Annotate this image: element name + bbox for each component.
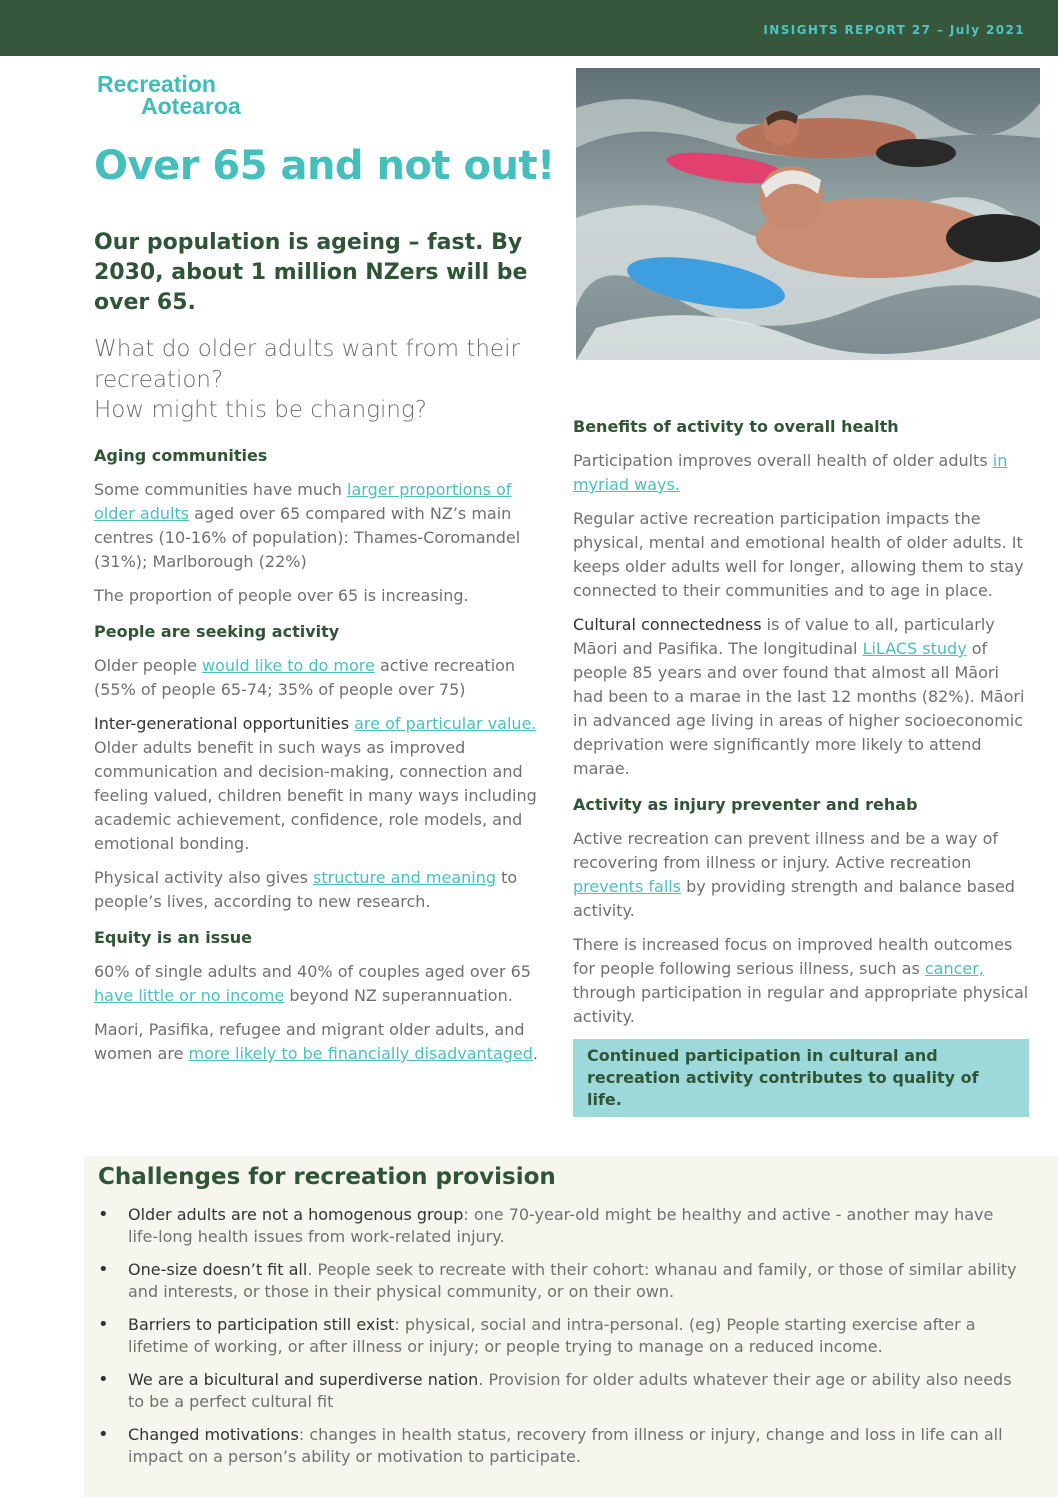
item-bold: Changed motivations [128,1425,299,1444]
injury-text-a: Active recreation can prevent illness and be a way of recovering from illness or injury. Active recreation [573,829,999,872]
cultural-bold: Cultural connectedness [573,615,762,634]
benefits-text-a: Participation improves overall health of older adults [573,451,993,470]
cultural-text-a: is of value to all, particularly Māori and Pasifika. The longitudinal [573,615,995,658]
seeking-section [94,622,546,914]
injury-section [573,795,1029,1117]
benefits-section [573,417,1029,781]
seeking-para-3 [94,866,546,914]
benefits-para-2: Regular active recreation participation impacts the physical, mental and emotional health of older adults. It keeps older adults well for longer, allowing them to stay connected to their communities and to age in place. [573,509,1024,600]
cultural-text-b: of people 85 years and over found that almost all Māori had been to a marae in the last 12 months (82%). Māori in advanced age living in areas of higher socioeconomic deprivation were significantly more likely to attend marae. [573,639,1025,778]
question-2: How might this be changing? [94,397,428,423]
structure-text-b: to people’s lives, according to new research. [94,868,518,911]
aging-text-a: Some communities have much [94,480,348,499]
seeking-para-1 [94,654,546,702]
equity-text-b: beyond NZ superannuation. [284,986,513,1005]
particular-value-link[interactable]: are of particular value. [354,714,537,733]
list-item [98,1204,1028,1248]
item-bold: Barriers to participation still exist [128,1315,395,1334]
challenges-heading: Challenges for recreation provision [98,1164,556,1190]
injury2-text-b: through participation in regular and appropriate physical activity. [573,983,1029,1026]
logo-line1: Recreation [97,71,216,97]
benefits-para-3 [573,613,1029,781]
income-link[interactable]: have little or no income [94,986,285,1005]
list-item [98,1369,1028,1413]
equity-text-a: 60% of single adults and 40% of couples aged over 65 [94,962,531,981]
item-text: : physical, social and intra-personal. (eg) People starting exercise after a lifetime of working, or after illness or injury; or people trying to manage on a reduced income. [128,1315,976,1356]
structure-meaning-link[interactable]: structure and meaning [313,868,497,887]
photo-illustration [576,68,1040,360]
page-title: Over 65 and not out! [94,143,555,189]
aging-heading: Aging communities [94,446,268,465]
aging-para-1 [94,478,546,574]
benefits-para-1 [573,449,1029,497]
older-adults-link[interactable]: larger proportions of older adults [94,480,512,523]
challenges-panel [84,1156,1058,1497]
report-label: INSIGHTS REPORT 27 – July 2021 [763,23,1025,37]
injury-para-1 [573,827,1029,923]
injury-heading: Activity as injury preventer and rehab [573,795,918,814]
equity2-text-a: Maori, Pasifika, refugee and migrant older adults, and women are [94,1020,525,1063]
lead-text: Our population is ageing – fast. By 2030, about 1 million NZers will be over 65. [94,230,528,315]
seeking-text-b: active recreation (55% of people 65-74; 35% of people over 75) [94,656,516,699]
item-bold: Older adults are not a homogenous group [128,1205,464,1224]
equity-section [94,928,546,1066]
seeking-para-2 [94,712,546,856]
equity-heading: Equity is an issue [94,928,253,947]
equity2-text-b: . [532,1044,538,1063]
item-text: : changes in health status, recovery from illness or injury, change and loss in life can all impact on a person’s ability or motivation to participate. [128,1425,1003,1466]
aging-text-b: aged over 65 compared with NZ’s main centres (10-16% of population): Thames-Coromandel (31%); Marlborough (22%) [94,504,521,571]
item-bold: One-size doesn’t fit all [128,1260,308,1279]
aging-para-2: The proportion of people over 65 is increasing. [94,586,469,605]
swimmers-photo [576,68,1040,360]
left-column [94,446,546,1080]
benefits-heading: Benefits of activity to overall health [573,417,899,436]
prevents-falls-link[interactable]: prevents falls [573,877,682,896]
list-item [98,1314,1028,1358]
equity-para-2 [94,1018,546,1066]
injury-para-2 [573,933,1029,1029]
right-column [573,417,1029,1131]
list-item [98,1259,1028,1303]
questions [94,334,554,426]
callout-box: Continued participation in cultural and recreation activity contributes to quality of life. [573,1039,1029,1117]
lilacs-link[interactable]: LiLACS study [862,639,967,658]
item-text: . Provision for older adults whatever their age or ability also needs to be a perfect cultural fit [128,1370,1012,1411]
aging-section [94,446,546,608]
item-text: . People seek to recreate with their cohort: whanau and family, or those of similar ability and interests, or those in their physical community, or on their own. [128,1260,1017,1301]
seeking-text-a: Older people [94,656,203,675]
top-banner [0,0,1058,56]
logo-line2: Aotearoa [141,93,241,119]
injury2-text-a: There is increased focus on improved health outcomes for people following serious illness, such as [573,935,1013,978]
injury-text-b: by providing strength and balance based activity. [573,877,1015,920]
item-text: : one 70-year-old might be healthy and active - another may have life-long health issues from work-related injury. [128,1205,994,1246]
challenges-list [98,1204,1028,1479]
logo [97,73,241,117]
intergen-text: Older adults benefit in such ways as improved communication and decision-making, connection and feeling valued, children benefit in many ways including academic achievement, confidence, role models, and emotional bonding. [94,738,537,853]
structure-text-a: Physical activity also gives [94,868,314,887]
disadvantaged-link[interactable]: more likely to be financially disadvantaged [188,1044,533,1063]
intergen-bold: Inter-generational opportunities [94,714,350,733]
cancer-link[interactable]: cancer, [924,959,984,978]
list-item [98,1424,1028,1468]
would-like-link[interactable]: would like to do more [202,656,375,675]
equity-para-1 [94,960,546,1008]
question-1: What do older adults want from their recreation? [94,336,520,393]
item-bold: We are a bicultural and superdiverse nation [128,1370,479,1389]
seeking-heading: People are seeking activity [94,622,340,641]
myriad-ways-link[interactable]: in myriad ways. [573,451,1008,494]
